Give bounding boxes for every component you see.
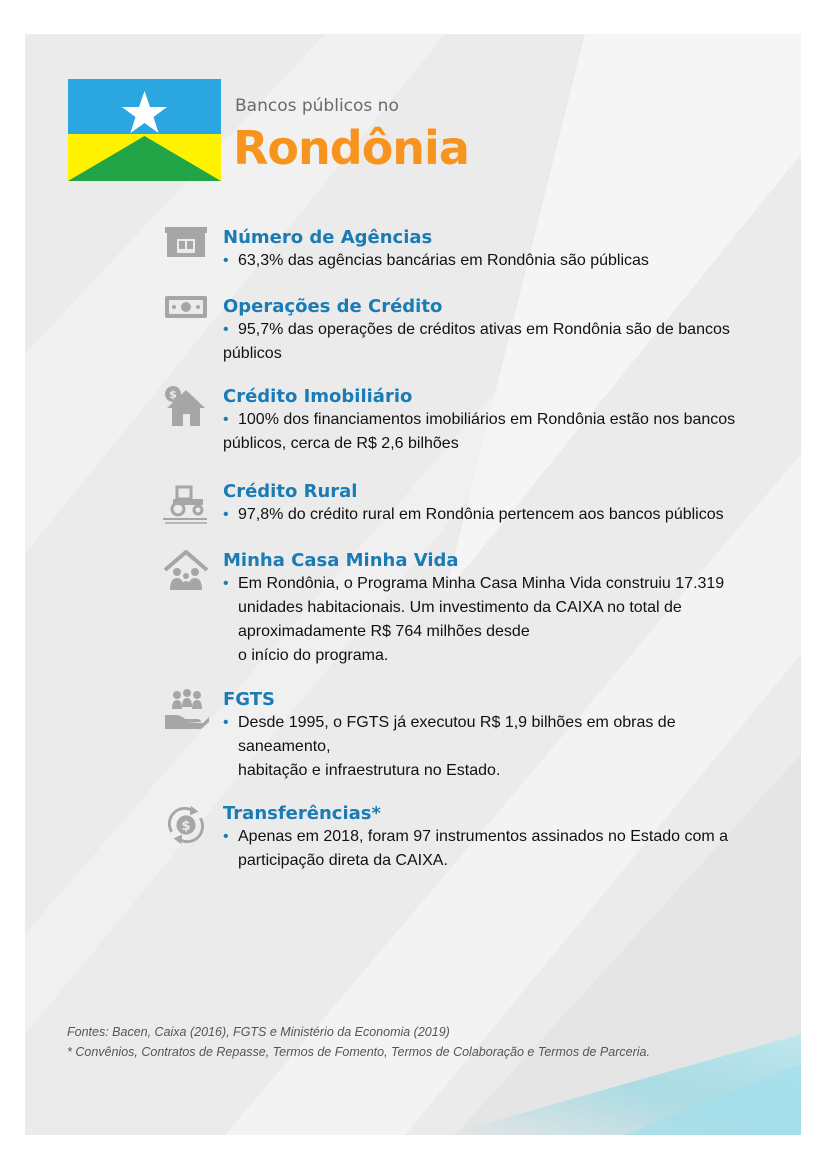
family-house-icon (163, 550, 209, 594)
section-title: FGTS (223, 689, 275, 710)
bullet-dot: • (223, 828, 229, 845)
section-title: Crédito Rural (223, 481, 358, 502)
bullet-line: públicos, cerca de R$ 2,6 bilhões (223, 435, 459, 452)
section-bullet (223, 249, 763, 273)
bullet-dot: • (223, 575, 229, 592)
bullet-line: habitação e infraestrutura no Estado. (238, 762, 501, 779)
section-bullet (223, 825, 763, 873)
money-transfer-icon (163, 803, 209, 847)
banknote-icon (163, 296, 209, 340)
bullet-dot: • (223, 411, 229, 428)
bullet-line: o início do programa. (238, 647, 389, 664)
section-title: Crédito Imobiliário (223, 386, 413, 407)
section-title: Transferências* (223, 803, 381, 824)
hand-people-icon (163, 689, 209, 733)
state-title: Rondônia (233, 121, 469, 175)
infographic-card (25, 34, 801, 1135)
bullet-line: Desde 1995, o FGTS já executou R$ 1,9 bilhões em obras de (238, 714, 676, 731)
bullet-dot: • (223, 321, 229, 338)
bullet-line: Em Rondônia, o Programa Minha Casa Minha Vida construiu 17.319 (238, 575, 725, 592)
bullet-line: Apenas em 2018, foram 97 instrumentos assinados no Estado com a (238, 828, 729, 845)
bullet-line: aproximadamente R$ 764 milhões desde (238, 623, 530, 640)
bullet-line: 97,8% do crédito rural em Rondônia pertencem aos bancos públicos (238, 506, 724, 523)
tractor-icon (163, 481, 209, 525)
section-title: Minha Casa Minha Vida (223, 550, 459, 571)
footer-note: * Convênios, Contratos de Repasse, Termos de Fomento, Termos de Colaboração e Termos de Parceria. (67, 1045, 650, 1059)
bullet-dot: • (223, 252, 229, 269)
section-bullet (223, 572, 763, 668)
header-kicker: Bancos públicos no (235, 96, 399, 116)
rondonia-flag (68, 79, 221, 181)
bullet-line: 95,7% das operações de créditos ativas em Rondônia são de bancos (238, 321, 730, 338)
bullet-dot: • (223, 506, 229, 523)
section-bullet (223, 408, 763, 456)
house-money-icon (163, 386, 209, 430)
bullet-line: públicos (223, 345, 282, 362)
bullet-line: 100% dos financiamentos imobiliários em Rondônia estão nos bancos (238, 411, 736, 428)
section-bullet (223, 318, 763, 366)
bullet-line: 63,3% das agências bancárias em Rondônia são públicas (238, 252, 649, 269)
bullet-dot: • (223, 714, 229, 731)
footer-sources: Fontes: Bacen, Caixa (2016), FGTS e Ministério da Economia (2019) (67, 1025, 450, 1039)
bullet-line: saneamento, (238, 738, 331, 755)
section-title: Número de Agências (223, 227, 433, 248)
svg-text:$: $ (181, 818, 191, 834)
svg-text:$: $ (169, 388, 177, 401)
bullet-line: participação direta da CAIXA. (238, 852, 448, 869)
section-title: Operações de Crédito (223, 296, 443, 317)
bullet-line: unidades habitacionais. Um investimento da CAIXA no total de (238, 599, 682, 616)
section-bullet (223, 711, 763, 783)
bank-building-icon (163, 227, 209, 271)
section-bullet (223, 503, 763, 527)
